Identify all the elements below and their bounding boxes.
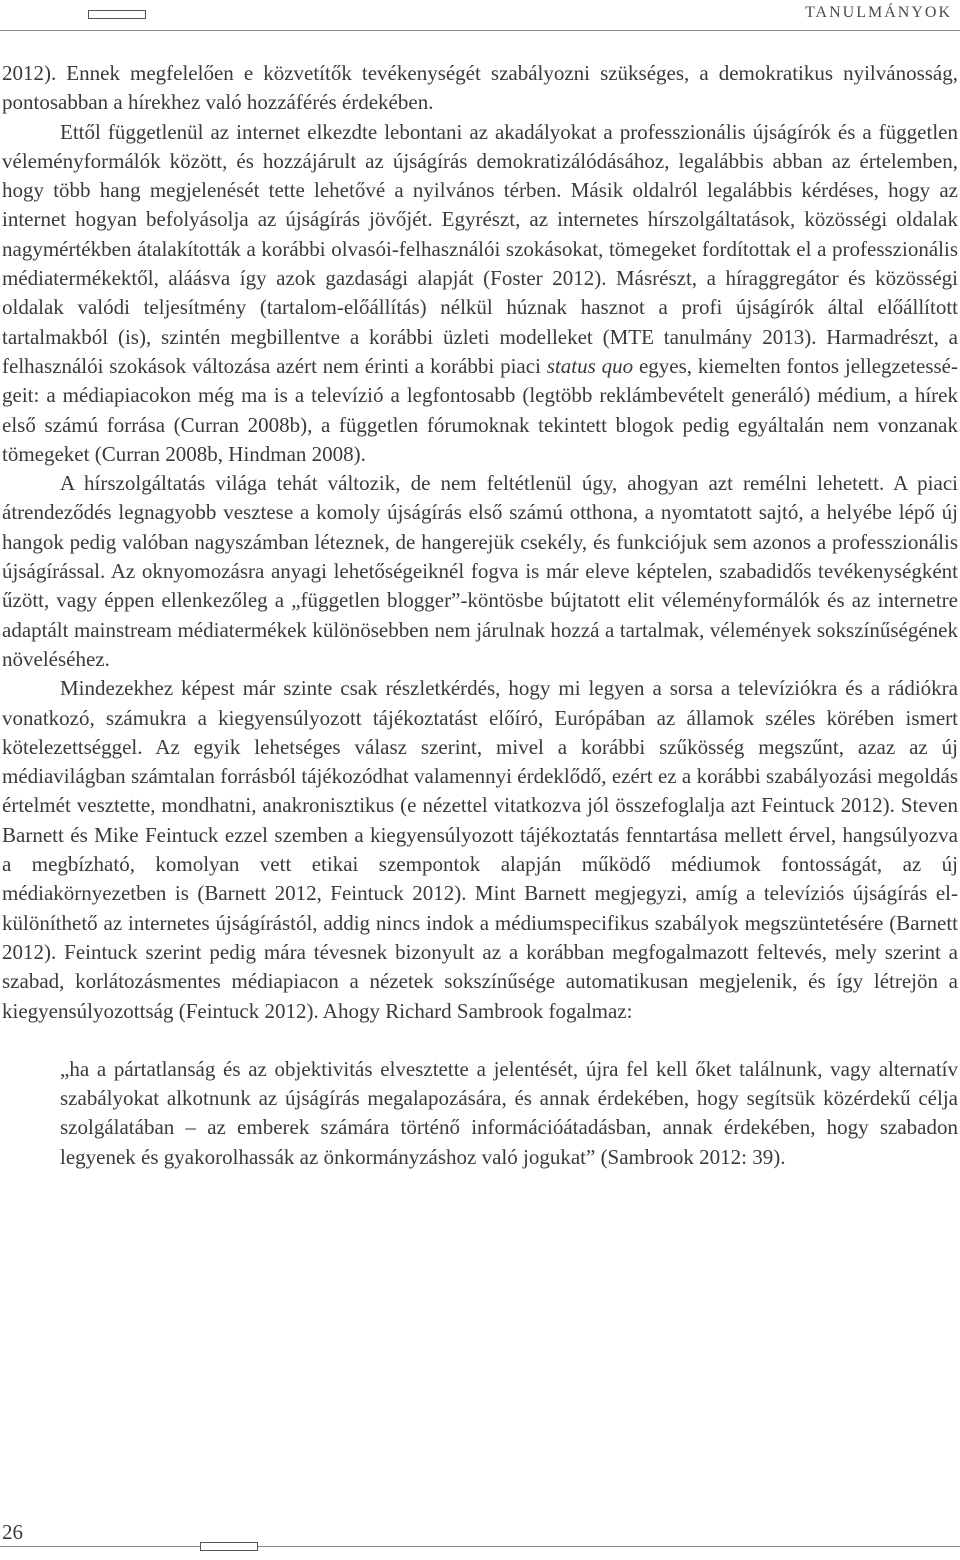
paragraph-2-text-a: Ettől függetlenül az internet elkezdte lebontani az akadályokat a professzionális újságírók és a független véleményformálók között, és hozzájárult az újságírás demokratizálódásához, legalábbis abban az értelemben, hogy több hang megjelenését tette lehetővé a nyilvános térben. Másik oldalról legalábbis kérdéses, hogy az internet hogyan befolyásolja az újságírás jövőjét. Egyrészt, az internetes hírszolgáltatások, közösségi oldalak nagymértékben átalakították a korábbi olvasói-felhasználói szokásokat, tömegeket fordítottak el a professzionális médiatermékektől, aláásva így azok gazdasági alapját (Foster 2012). Másrészt, a híraggregátor és közösségi oldalak valódi teljesítmény (tartalom-előállítás) nélkül húznak hasznot a profi újságírók által előállított tartalmakból (is), szintén megbillentve a korábbi üzleti modelleket (MTE tanulmány 2013). Harmadrészt, a felhasználói szokások változása azért nem érinti a korábbi piaci bbox=[2, 119, 958, 378]
paragraph-4: Mindezekhez képest már szinte csak részletkérdés, hogy mi legyen a sorsa a televíziókra és a rádiókra vonatkozó, számukra a kiegyensúlyozott tájékoztatást előíró, Európában az államok széles körében ismert kötelezettséggel. Az egyik lehetséges válasz szerint, mivel a korábbi szűkösség megszűnt, azaz az új médiavilágban számtalan forrásból tájékozódhat valamennyi érdeklődő, ezért ez a korábbi szabályozási megoldás értelmét vesztette, mondhatni, anakronisztikus (e nézettel vitatkozva jól összefoglalja azt Feintuck 2012). Steven Barnett és Mike Feintuck ezzel szemben a kiegyensúlyozott tájékoztatás fenntartása mellett érvel, hangsúlyozva a megbízható, komolyan vett etikai szempontok alapján működő médiumok fontosságát, az új médiakörnyezetben is (Barnett 2012, Feintuck 2012). Mint Barnett megjegyzi, amíg a televíziós újságírás elkülöníthető az internetes újságírástól, addig nincs indok a médiumspecifikus szabályok megszüntetésére (Barnett 2012). Feintuck szerint pedig mára tévesnek bizonyult az a korábban megfogalmazott feltevés, mely szerint a szabad, korlátozásmentes médiapiacon a nézetek sokszínűsége automatikusan megjelenik, és így létrejön a kiegyensúlyozottság (Feintuck 2012). Ahogy Richard Sambrook fogalmaz: bbox=[2, 676, 958, 1023]
page-number: 26 bbox=[2, 1520, 23, 1544]
block-quote: „ha a pártatlanság és az objektivitás elvesztette a jelentését, újra fel kell őket találnunk, vagy alternatív szabályokat alkotnunk az újságírás megalapozására, és annak érdekében, hogy segítsük közérdekű célja szolgálatában – az emberek számára történő információátadásban, annak érdekében, hogy szabadon legyenek és gyakorolhassák az önkormányzáshoz való jogukat” (Sambrook 2012: 39). bbox=[60, 1056, 958, 1169]
paragraph-1: 2012). Ennek megfelelően e közvetítők tevékenységét szabályozni szükséges, a demokratikus nyilvánosság, pontosabban a hírekhez való hozzáférés érdekében. bbox=[2, 61, 958, 115]
running-head: TANULMÁNYOK bbox=[805, 4, 952, 21]
article-body bbox=[2, 59, 958, 1172]
footer-rule bbox=[0, 1546, 960, 1547]
paragraph-2-italic: status quo bbox=[546, 353, 634, 378]
paragraph-2-text-b: egyes, kiemelten fontos jellegzetességeit: a médiapiacokon még ma is a televízió a legfontosabb (legtöbb reklámbevételt generáló) médium, a hírek első számú forrása (Curran 2008b), a független fórumoknak tekintett blogok pedig egyáltalán nem vonzanak tömegeket (Curran 2008b, Hindman 2008). bbox=[2, 353, 958, 466]
header-rule bbox=[0, 30, 960, 31]
header-ornament-box bbox=[88, 10, 146, 19]
paragraph-3: A hírszolgáltatás világa tehát változik, de nem feltétlenül úgy, ahogyan azt remélni lehetett. A piaci átrendeződés legnagyobb vesztese a komoly újságírás első számú otthona, a nyomtatott sajtó, a helyébe lépő új hangok pedig valóban nagyszámban léteznek, de hangerejük csekély, és funkciójuk sem azonos a professzionális újságírással. Az oknyomozásra anyagi lehetőségeiknél fogva is már eleve képtelen, szabadidős tevékenységként űzött, vagy éppen ellenkezőleg a „független blogger”-köntösbe bújtatott elit véleményformálók és az internetre adaptált mainstream médiatermékek különösebben nem járulnak hozzá a tartalmak, vélemények sokszínűségének növeléséhez. bbox=[2, 471, 958, 671]
footer-ornament-box bbox=[200, 1542, 258, 1551]
paragraph-2 bbox=[2, 118, 958, 470]
